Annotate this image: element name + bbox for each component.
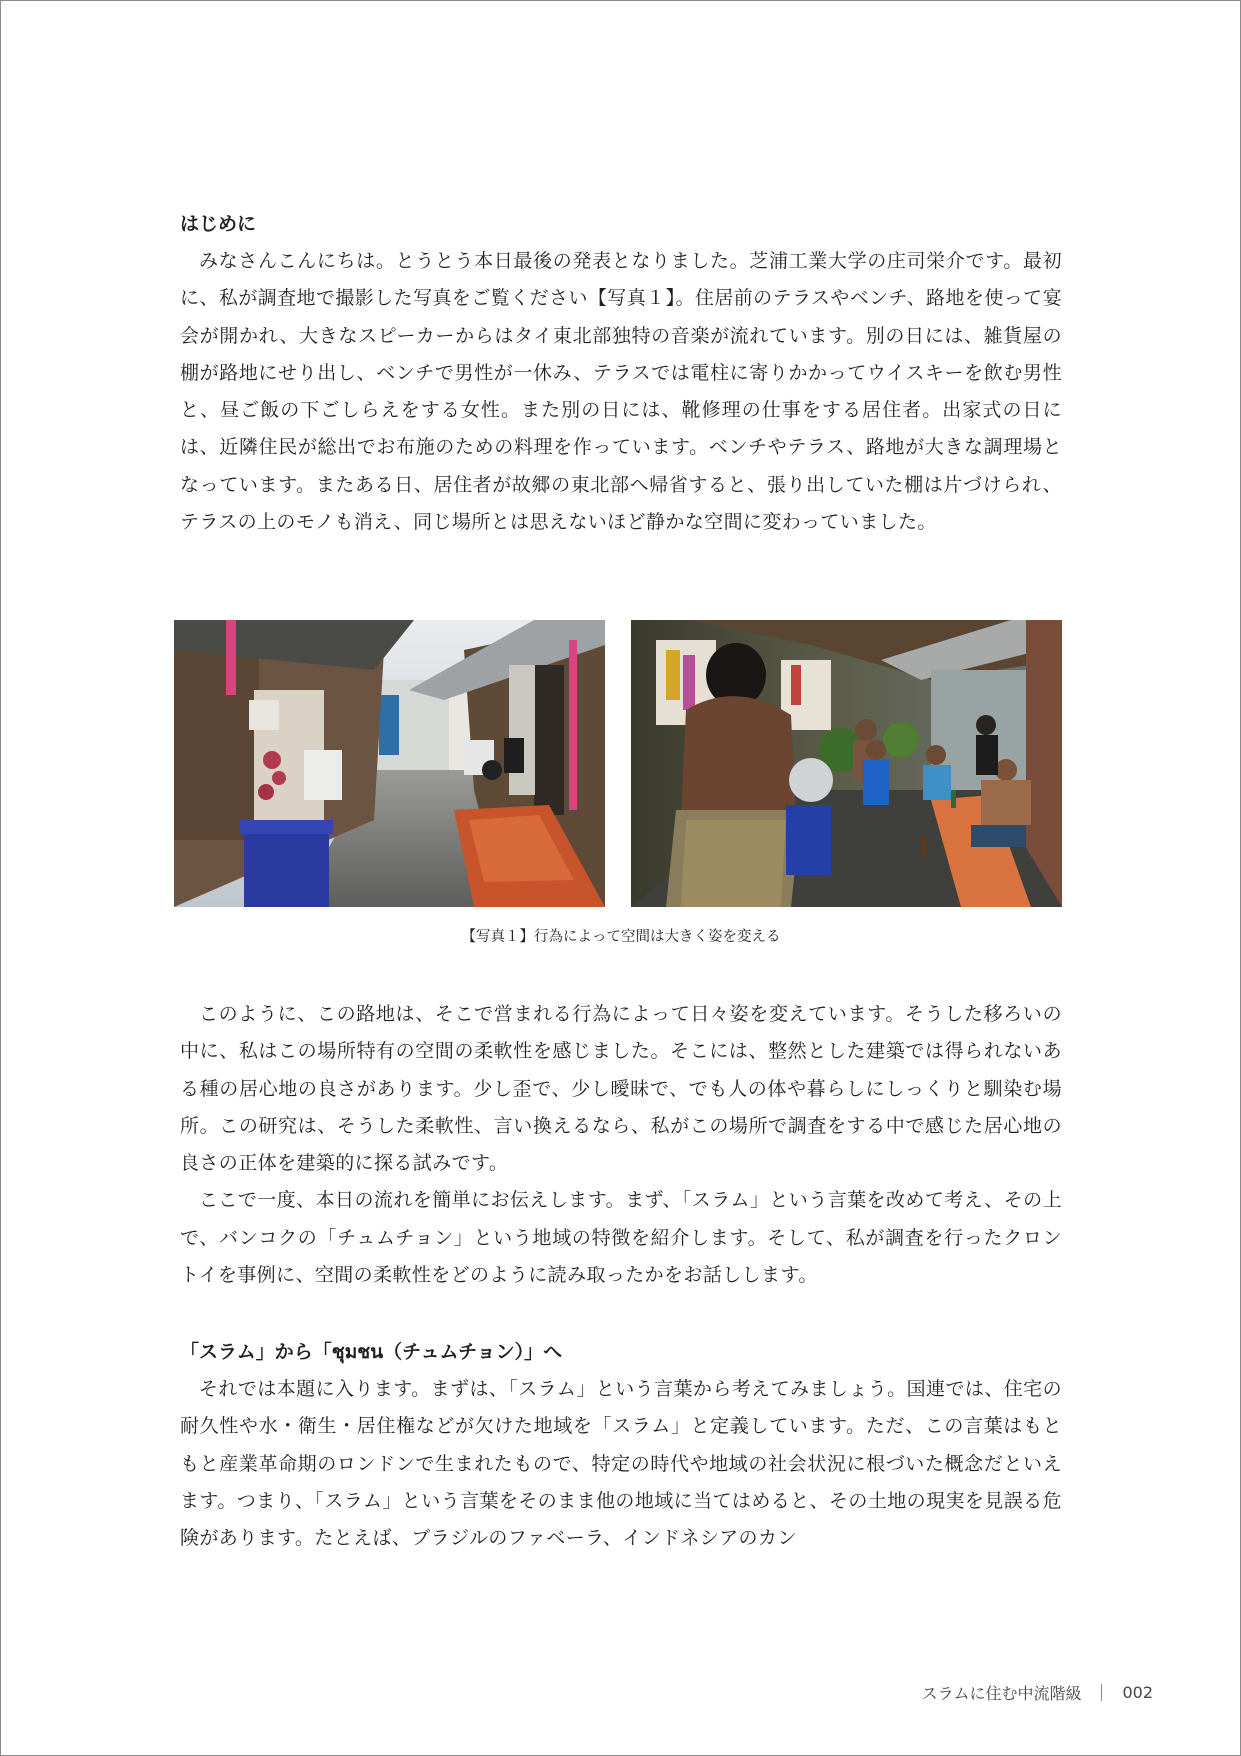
party-photo: [631, 620, 1062, 907]
intro-section: [180, 206, 1062, 541]
intro-heading: はじめに: [180, 213, 257, 235]
footer-divider: [1101, 1684, 1102, 1701]
body-paragraph-1: このように、この路地は、そこで営まれる行為によって日々姿を変えています。そうした移ろいの中に、私はこの場所特有の空間の柔軟性を感じました。そこには、整然とした建築では得られないある種の居心地の良さがあります。少し歪で、少し曖昧で、でも人の体や暮らしにしっくりと馴染む場所。この研究は、そうした柔軟性、言い換えるなら、私がこの場所で調査をする中で感じた居心地の良さの正体を建築的に探る試みです。: [180, 1003, 1062, 1175]
page-footer: [922, 1681, 1153, 1704]
page-number: 002: [1122, 1683, 1153, 1702]
photo-caption: 【写真１】行為によって空間は大きく姿を変える: [461, 929, 781, 945]
alley-photo-image: [174, 620, 605, 907]
party-photo-image: [631, 620, 1062, 907]
slum-section: [180, 1334, 1062, 1557]
body-paragraph-2: ここで一度、本日の流れを簡単にお伝えします。まず、「スラム」という言葉を改めて考え、その上で、バンコクの「チュムチョン」という地域の特徴を紹介します。そして、私が調査を行ったクロントイを事例に、空間の柔軟性をどのように読み取ったかをお話しします。: [180, 1189, 1062, 1287]
slum-heading: 「スラム」から「ชุมชน（チュムチョン）」へ: [180, 1341, 563, 1363]
intro-paragraph: みなさんこんにちは。とうとう本日最後の発表となりました。芝浦工業大学の庄司栄介です。最初に、私が調査地で撮影した写真をご覧ください【写真１】。住居前のテラスやベンチ、路地を使って宴会が開かれ、大きなスピーカーからはタイ東北部独特の音楽が流れています。別の日には、雑貨屋の棚が路地にせり出し、ベンチで男性が一休み、テラスでは電柱に寄りかかってウイスキーを飲む男性と、昼ご飯の下ごしらえをする女性。また別の日には、靴修理の仕事をする居住者。出家式の日には、近隣住民が総出でお布施のための料理を作っています。ベンチやテラス、路地が大きな調理場となっています。またある日、居住者が故郷の東北部へ帰省すると、張り出していた棚は片づけられ、テラスの上のモノも消え、同じ場所とは思えないほど静かな空間に変わっていました。: [180, 250, 1062, 534]
slum-paragraph: それでは本題に入ります。まずは、「スラム」という言葉から考えてみましょう。国連では、住宅の耐久性や水・衛生・居住権などが欠けた地域を「スラム」と定義しています。ただ、この言葉はもともと産業革命期のロンドンで生まれたもので、特定の時代や地域の社会状況に根づいた概念だといえます。つまり、「スラム」という言葉をそのまま他の地域に当てはめると、その土地の現実を見誤る危険があります。たとえば、ブラジルのファベーラ、インドネシアのカン: [180, 1378, 1062, 1550]
running-title: スラムに住む中流階級: [921, 1684, 1082, 1703]
alley-photo: [174, 620, 605, 907]
body-section: [180, 996, 1062, 1294]
